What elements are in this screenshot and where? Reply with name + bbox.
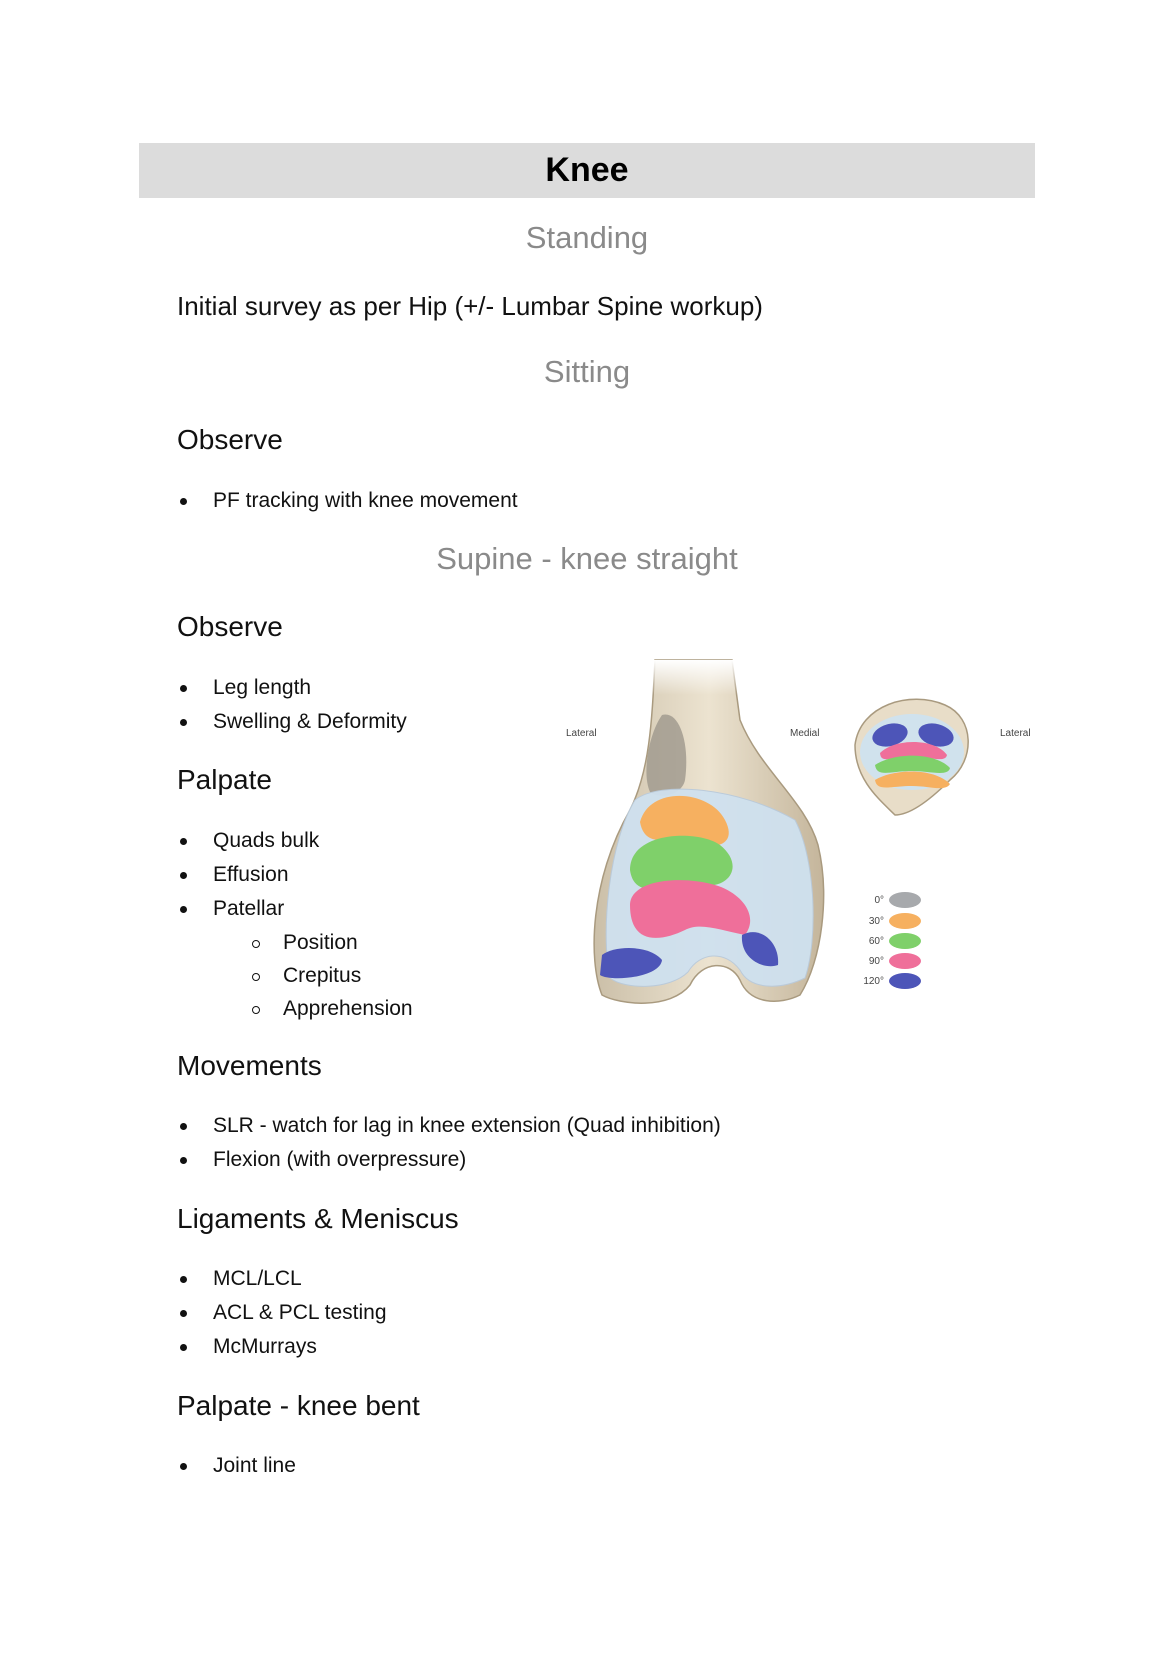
movements-list [177,1109,721,1177]
label-medial: Medial [790,728,820,739]
heading-standing: Standing [525,220,649,255]
list-item: Leg length [177,671,407,705]
femur-illustration [594,660,823,1003]
list-item: SLR - watch for lag in knee extension (Quad inhibition) [177,1109,721,1143]
supine-observe-list [177,671,407,739]
list-item: Swelling & Deformity [177,705,407,739]
page-title: Knee [545,151,629,189]
list-item-label: Patellar [213,897,285,920]
palpate-bent-heading: Palpate - knee bent [177,1390,420,1421]
patellar-sublist [213,926,413,1025]
list-item: ACL & PCL testing [177,1296,387,1330]
legend-label: 60° [868,936,884,947]
knee-patellofemoral-contact-figure [566,660,1090,1030]
heading-sitting: Sitting [543,354,631,389]
list-item: McMurrays [177,1330,387,1364]
ligaments-list [177,1262,387,1364]
legend-label: 0° [874,895,884,906]
palpate-heading: Palpate [177,764,272,795]
list-item: Quads bulk [177,824,413,858]
list-item: Joint line [177,1449,296,1483]
list-item: Flexion (with overpressure) [177,1143,721,1177]
patella-illustration [855,699,968,815]
legend-label: 120° [863,976,884,987]
title-bar [139,143,1035,198]
palpate-list [177,824,413,1025]
palpate-bent-list [177,1449,296,1483]
figure-legend [863,892,921,989]
legend-swatch [889,913,921,929]
legend-swatch [889,953,921,969]
list-item: MCL/LCL [177,1262,387,1296]
standing-line: Initial survey as per Hip (+/- Lumbar Spine workup) [177,291,763,321]
legend-swatch [889,973,921,989]
ligaments-heading: Ligaments & Meniscus [177,1203,459,1234]
sub-list-item: Position [248,926,413,959]
legend-label: 90° [868,956,884,967]
list-item: PF tracking with knee movement [177,484,518,518]
heading-supine: Supine - knee straight [436,541,738,576]
list-item [177,892,413,1025]
sub-list-item: Apprehension [248,992,413,1025]
label-lateral-right: Lateral [1000,728,1031,739]
legend-swatch [889,892,921,908]
supine-observe-heading: Observe [177,611,283,642]
list-item: Effusion [177,858,413,892]
label-lateral-left: Lateral [566,728,597,739]
sitting-observe-heading: Observe [177,424,283,455]
legend-label: 30° [868,916,884,927]
sub-list-item: Crepitus [248,959,413,992]
sitting-observe-list [177,484,518,518]
movements-heading: Movements [177,1050,322,1081]
legend-swatch [889,933,921,949]
